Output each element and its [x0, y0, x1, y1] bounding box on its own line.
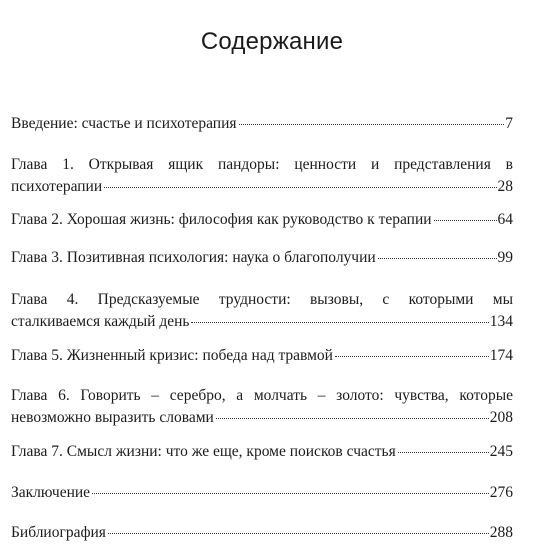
toc-entry-text: Глава 6. Говорить – серебро, а молчать – золото: чувства, которые	[11, 387, 513, 404]
toc-entry-line	[11, 290, 513, 312]
toc-entry	[11, 442, 513, 464]
toc-page-number: 174	[489, 347, 513, 364]
dot-leader	[239, 124, 505, 125]
toc-entry-text: Глава 2. Хорошая жизнь: философия как руководство к терапии	[11, 211, 432, 228]
toc-page-number: 134	[489, 313, 513, 330]
toc-page-number: 7	[505, 115, 513, 132]
toc-entry	[11, 346, 513, 368]
toc-entry-text: Глава 7. Смысл жизни: что же еще, кроме поисков счастья	[11, 443, 396, 460]
toc-entry-line	[11, 210, 513, 232]
dot-leader	[108, 533, 489, 534]
toc-entry-text: Библиография	[11, 524, 106, 541]
toc-entry-text: Заключение	[11, 484, 91, 501]
toc-page-number: 276	[489, 484, 513, 501]
dot-leader	[216, 418, 489, 419]
toc-entry	[11, 114, 513, 136]
toc-page-number: 288	[489, 524, 513, 541]
toc-entry	[11, 290, 513, 334]
toc-entry-line	[11, 442, 513, 464]
toc-entry-line	[11, 483, 513, 505]
dot-leader	[92, 493, 489, 494]
toc-entry-text: Глава 1. Открывая ящик пандоры: ценности и представления в	[11, 156, 513, 173]
toc-entry-line	[11, 248, 513, 270]
toc-entry-text: Введение: счастье и психотерапия	[11, 115, 237, 132]
toc-entry-text: Глава 4. Предсказуемые трудности: вызовы, с которыми мы	[11, 291, 513, 308]
toc-page-number: 245	[489, 443, 513, 460]
toc-entry-line	[11, 346, 513, 368]
toc-entry	[11, 248, 513, 270]
dot-leader	[104, 187, 496, 188]
toc-entry	[11, 386, 513, 430]
dot-leader	[378, 258, 497, 259]
dot-leader	[398, 452, 489, 453]
toc-entry-text: сталкиваемся каждый день	[11, 313, 190, 330]
toc-entry-line	[11, 408, 513, 430]
toc-page-number: 28	[497, 178, 513, 195]
toc-entry-line	[11, 386, 513, 408]
toc-page-number: 64	[497, 211, 513, 228]
dot-leader	[335, 356, 489, 357]
toc-entry-text: невозможно выразить словами	[11, 409, 214, 426]
toc-entry	[11, 483, 513, 505]
toc-entry-line	[11, 523, 513, 545]
toc-entry-text: Глава 3. Позитивная психология: наука о благополучии	[11, 249, 376, 266]
toc-page-number: 208	[489, 409, 513, 426]
toc-entry-line	[11, 155, 513, 177]
toc-entry-line	[11, 312, 513, 334]
toc-entry-line	[11, 177, 513, 199]
toc-entry	[11, 523, 513, 545]
dot-leader	[434, 220, 497, 221]
toc-entry-text: психотерапии	[11, 178, 103, 195]
page-title: Содержание	[200, 28, 344, 55]
toc-page-number: 99	[497, 249, 513, 266]
dot-leader	[191, 322, 488, 323]
toc-entry-line	[11, 114, 513, 136]
toc-entry-text: Глава 5. Жизненный кризис: победа над травмой	[11, 347, 333, 364]
toc-entry	[11, 155, 513, 199]
toc-entry	[11, 210, 513, 232]
